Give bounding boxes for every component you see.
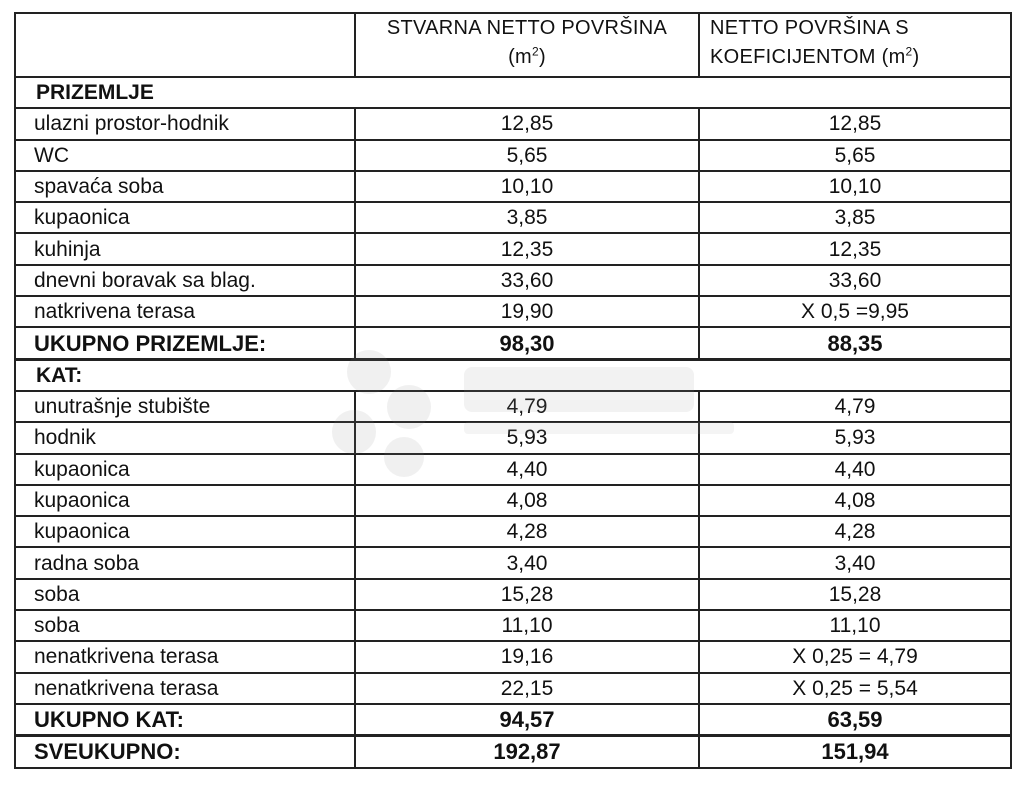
actual-area: 3,85 <box>355 202 699 233</box>
table-row <box>15 547 1011 578</box>
header-actual-area-unit: $(m^2)$ <box>508 44 546 68</box>
coef-area: 3,85 <box>699 202 1011 233</box>
table-row <box>15 108 1011 139</box>
total-row <box>15 327 1011 359</box>
room-name: hodnik <box>15 422 355 453</box>
actual-area: 3,40 <box>355 547 699 578</box>
coef-area: 10,10 <box>699 171 1011 202</box>
actual-area: 4,08 <box>355 485 699 516</box>
table-row <box>15 454 1011 485</box>
header-coef-area-title: NETTO POVRŠINA S <box>710 17 909 39</box>
total-row <box>15 704 1011 736</box>
total-label: UKUPNO PRIZEMLJE: <box>15 327 355 359</box>
coef-area: 15,28 <box>699 579 1011 610</box>
area-table <box>14 12 1012 769</box>
actual-area: 19,90 <box>355 296 699 327</box>
grand-row <box>15 736 1011 768</box>
table-row <box>15 422 1011 453</box>
header-row <box>15 13 1011 77</box>
actual-area: 4,79 <box>355 391 699 422</box>
actual-area: 4,28 <box>355 516 699 547</box>
coef-area: 3,40 <box>699 547 1011 578</box>
coef-area: 5,65 <box>699 140 1011 171</box>
table-row <box>15 516 1011 547</box>
room-name: kupaonica <box>15 454 355 485</box>
header-coef-area-subtitle: KOEFICIJENTOM $(m^2)$ <box>710 44 920 68</box>
table-row <box>15 265 1011 296</box>
actual-area: 33,60 <box>355 265 699 296</box>
room-name: kupaonica <box>15 202 355 233</box>
coef-area: 4,08 <box>699 485 1011 516</box>
room-name: unutrašnje stubište <box>15 391 355 422</box>
actual-area: 5,93 <box>355 422 699 453</box>
actual-area: 4,40 <box>355 454 699 485</box>
room-name: kuhinja <box>15 233 355 264</box>
room-name: kupaonica <box>15 516 355 547</box>
room-name: kupaonica <box>15 485 355 516</box>
section-title-kat: KAT: <box>15 359 1011 391</box>
room-name: ulazni prostor-hodnik <box>15 108 355 139</box>
table-row <box>15 202 1011 233</box>
table-row <box>15 579 1011 610</box>
header-actual-area-title: STVARNA NETTO POVRŠINA <box>386 17 668 39</box>
actual-area: 12,35 <box>355 233 699 264</box>
room-name: natkrivena terasa <box>15 296 355 327</box>
header-coef-area <box>699 13 1011 77</box>
room-name: nenatkrivena terasa <box>15 673 355 704</box>
actual-area: 12,85 <box>355 108 699 139</box>
coef-area: X 0,25 = 5,54 <box>699 673 1011 704</box>
room-name: dnevni boravak sa blag. <box>15 265 355 296</box>
room-name: soba <box>15 610 355 641</box>
total-actual-area: 98,30 <box>355 327 699 359</box>
coef-area: 4,28 <box>699 516 1011 547</box>
actual-area: 11,10 <box>355 610 699 641</box>
actual-area: 10,10 <box>355 171 699 202</box>
total-label: SVEUKUPNO: <box>15 736 355 768</box>
coef-area: 33,60 <box>699 265 1011 296</box>
actual-area: 15,28 <box>355 579 699 610</box>
total-actual-area: 94,57 <box>355 704 699 736</box>
room-name: spavaća soba <box>15 171 355 202</box>
room-name: nenatkrivena terasa <box>15 641 355 672</box>
actual-area: 5,65 <box>355 140 699 171</box>
actual-area: 19,16 <box>355 641 699 672</box>
room-name: radna soba <box>15 547 355 578</box>
room-name: WC <box>15 140 355 171</box>
table-row <box>15 233 1011 264</box>
total-coef-area: 88,35 <box>699 327 1011 359</box>
coef-area: 12,85 <box>699 108 1011 139</box>
table-row <box>15 673 1011 704</box>
actual-area: 22,15 <box>355 673 699 704</box>
total-label: UKUPNO KAT: <box>15 704 355 736</box>
table-row <box>15 140 1011 171</box>
table-row <box>15 641 1011 672</box>
total-coef-area: 151,94 <box>699 736 1011 768</box>
room-name: soba <box>15 579 355 610</box>
area-sheet <box>14 12 1010 788</box>
table-row <box>15 610 1011 641</box>
coef-area: 11,10 <box>699 610 1011 641</box>
table-row <box>15 391 1011 422</box>
total-actual-area: 192,87 <box>355 736 699 768</box>
coef-area: 4,40 <box>699 454 1011 485</box>
header-room <box>15 13 355 77</box>
section-row-prizemlje <box>15 77 1011 108</box>
coef-area: 12,35 <box>699 233 1011 264</box>
coef-area: 5,93 <box>699 422 1011 453</box>
table-row <box>15 485 1011 516</box>
header-actual-area <box>355 13 699 77</box>
section-title-prizemlje: PRIZEMLJE <box>15 77 1011 108</box>
area-table-body <box>15 77 1011 768</box>
section-row-kat <box>15 359 1011 391</box>
coef-area: 4,79 <box>699 391 1011 422</box>
coef-area: X 0,5 =9,95 <box>699 296 1011 327</box>
table-row <box>15 296 1011 327</box>
table-row <box>15 171 1011 202</box>
coef-area: X 0,25 = 4,79 <box>699 641 1011 672</box>
total-coef-area: 63,59 <box>699 704 1011 736</box>
